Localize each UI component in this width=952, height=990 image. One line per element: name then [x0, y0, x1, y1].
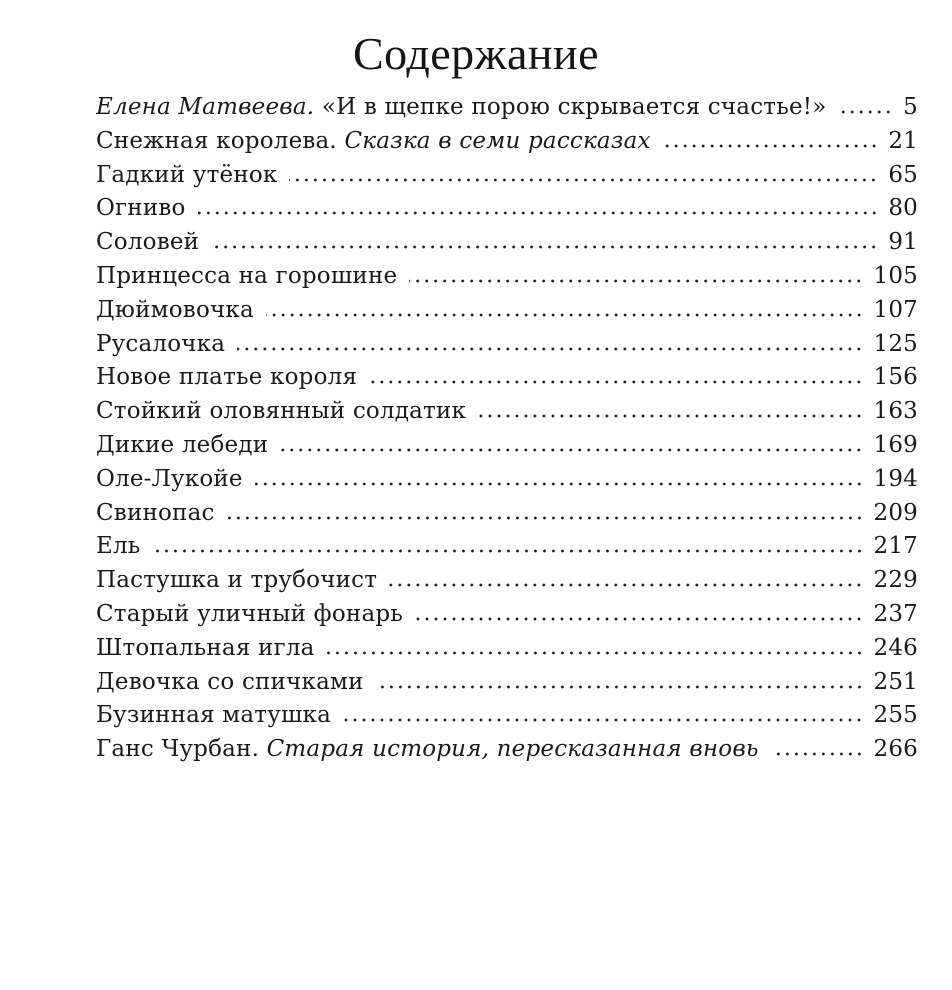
toc-entry-main-text: Соловей [96, 229, 200, 256]
toc-entry [96, 398, 918, 432]
toc-entry-main-text: Оле-Лукойе [96, 465, 243, 492]
toc-entry-page: 251 [873, 668, 918, 695]
toc-entry [96, 331, 918, 365]
toc-entry-page: 163 [873, 398, 918, 425]
toc-entry-main-text: Свинопас [96, 499, 215, 526]
toc-entry-title [96, 567, 377, 593]
toc-entry-title [96, 601, 403, 627]
dot-leader [255, 482, 864, 486]
toc-entry-title [96, 297, 254, 323]
toc-entry-page: 107 [873, 296, 918, 323]
toc-entry-page: 217 [873, 533, 918, 560]
toc-entry-page: 21 [888, 127, 918, 154]
dot-leader [663, 144, 879, 148]
dot-leader [327, 651, 864, 655]
toc-entry-page: 65 [888, 161, 918, 188]
dot-leader [771, 752, 864, 756]
dot-leader [415, 617, 864, 621]
dot-leader [478, 414, 863, 418]
dot-leader [369, 380, 863, 384]
toc-entry-title [96, 263, 397, 289]
toc-entry-main-text: Дюймовочка [96, 296, 254, 323]
toc-entry [96, 229, 918, 263]
toc-entry-title [96, 635, 315, 661]
toc-entry-italic-text: Старая история, пересказанная вновь [266, 736, 759, 763]
dot-leader [838, 110, 893, 114]
toc-entry-title [96, 736, 759, 762]
toc-entry-main-text: Новое платье короля [96, 364, 358, 391]
toc-entry-main-text: Девочка со спичками [96, 668, 364, 695]
toc-entry-italic-text: Сказка в семи рассказах [344, 127, 651, 154]
toc-entry-page: 156 [873, 364, 918, 391]
toc-entry [96, 669, 918, 703]
toc-entry [96, 635, 918, 669]
toc-entry [96, 702, 918, 736]
toc-entry [96, 263, 918, 297]
toc-entry-page: 209 [873, 499, 918, 526]
toc-entry [96, 162, 918, 196]
toc-entry [96, 500, 918, 534]
toc-entry-title [96, 398, 466, 424]
page-title: Содержание [352, 28, 600, 79]
toc-entry-page: 105 [873, 262, 918, 289]
toc-entry [96, 601, 918, 635]
toc-entry-page: 91 [888, 229, 918, 256]
toc-entry-title [96, 466, 243, 492]
toc-entry-title [96, 702, 331, 728]
dot-leader [153, 549, 864, 553]
toc-entry-title [96, 94, 826, 120]
toc-entry-page: 80 [888, 195, 918, 222]
toc-entry-page: 5 [903, 94, 918, 120]
toc-entry-main-text: Огниво [96, 195, 186, 222]
toc-entry [96, 297, 918, 331]
dot-leader [376, 685, 864, 689]
toc-entry-rest-text: «И в щепке порою скрывается счастье!» [314, 94, 827, 120]
dot-leader [237, 347, 863, 351]
toc-entry [96, 567, 918, 601]
toc-entry-title [96, 669, 364, 695]
toc-entry [96, 128, 918, 162]
toc-entry-page: 237 [873, 600, 918, 627]
dot-leader [280, 448, 863, 452]
toc-entry-main-text: Дикие лебеди [96, 431, 269, 458]
toc-entry-title [96, 364, 357, 390]
dot-leader [211, 245, 878, 249]
toc-entry-page: 169 [873, 431, 918, 458]
table-of-contents [96, 94, 918, 770]
toc-entry-page: 246 [873, 634, 918, 661]
toc-entry-italic-text: Елена Матвеева. [96, 94, 315, 120]
toc-entry-title [96, 331, 225, 357]
dot-leader [343, 718, 863, 722]
dot-leader [266, 313, 864, 317]
toc-entry-main-text: Русалочка [96, 330, 226, 357]
toc-entry-page: 266 [873, 736, 918, 763]
toc-entry-title [96, 128, 651, 154]
toc-entry-main-text: Старый уличный фонарь [96, 600, 403, 627]
dot-leader [389, 583, 863, 587]
toc-entry-title [96, 533, 141, 559]
toc-entry-main-text: Ганс Чурбан. [96, 736, 267, 763]
toc-entry-main-text: Бузинная матушка [96, 702, 332, 729]
dot-leader [289, 178, 878, 182]
toc-entry [96, 736, 918, 770]
toc-entry [96, 533, 918, 567]
toc-entry-main-text: Гадкий утёнок [96, 161, 278, 188]
toc-entry-page: 255 [873, 702, 918, 729]
toc-entry-page: 194 [873, 465, 918, 492]
toc-entry-page: 229 [873, 567, 918, 594]
toc-entry-title [96, 195, 186, 221]
toc-entry-title [96, 432, 268, 458]
dot-leader [227, 516, 864, 520]
toc-entry-main-text: Штопальная игла [96, 634, 315, 661]
toc-entry [96, 364, 918, 398]
toc-entry-main-text: Стойкий оловянный солдатик [96, 398, 467, 425]
dot-leader [409, 279, 863, 283]
toc-entry-page: 125 [873, 330, 918, 357]
toc-entry-title [96, 500, 215, 526]
toc-entry-main-text: Снежная королева. [96, 127, 345, 154]
toc-entry [96, 466, 918, 500]
toc-entry-title [96, 162, 277, 188]
dot-leader [198, 211, 879, 215]
toc-entry-main-text: Ель [96, 533, 141, 560]
toc-entry [96, 432, 918, 466]
toc-entry-title [96, 229, 199, 255]
toc-entry [96, 94, 918, 128]
toc-entry-main-text: Пастушка и трубочист [96, 567, 378, 594]
toc-entry [96, 195, 918, 229]
toc-entry-main-text: Принцесса на горошине [96, 262, 398, 289]
